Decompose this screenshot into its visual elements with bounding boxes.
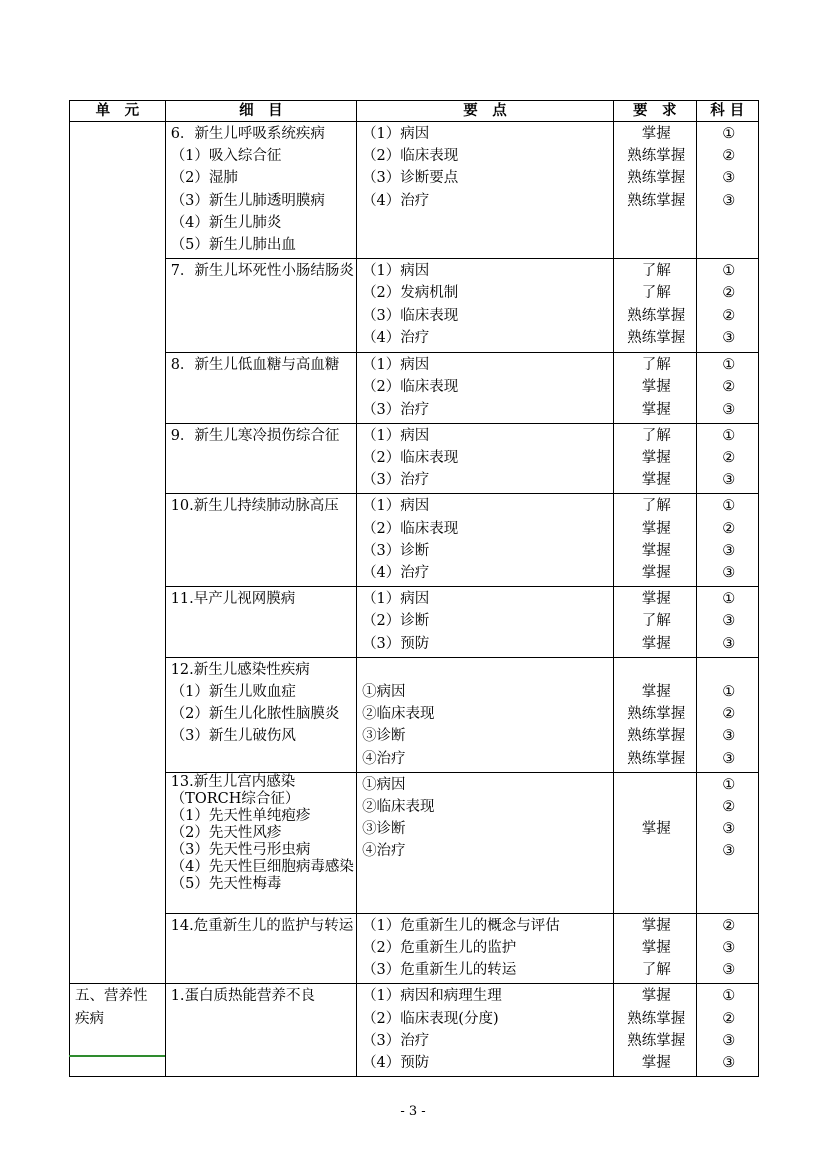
- point-cell: [357, 657, 614, 772]
- detail-cell: [165, 913, 356, 984]
- requirement-line: 掌握: [641, 472, 671, 489]
- subject-line: ③: [722, 329, 736, 346]
- detail-line: （2）湿肺: [170, 170, 238, 187]
- point-line: （2）发病机制: [362, 285, 459, 302]
- subject-line: ②: [722, 148, 736, 165]
- detail-line: （2）先天性风疹: [170, 824, 282, 841]
- syllabus-table: [69, 100, 759, 1077]
- requirement-line: 熟练掌握: [627, 170, 686, 187]
- subject-line: ③: [722, 962, 736, 979]
- subject-line: ①: [722, 498, 736, 515]
- table-row: [70, 423, 759, 494]
- detail-line: 1.蛋白质热能营养不良: [170, 988, 316, 1005]
- point-line: （4）预防: [362, 1055, 430, 1072]
- point-line: ④治疗: [362, 843, 406, 860]
- point-cell: [357, 587, 614, 658]
- subject-line: ①: [722, 357, 736, 374]
- subject-line: ③: [722, 1032, 736, 1049]
- point-cell: [357, 353, 614, 424]
- subject-cell: [696, 772, 758, 913]
- detail-line: 10.新生儿持续肺动脉高压: [170, 498, 339, 515]
- detail-line: （4）先天性巨细胞病毒感染: [170, 858, 354, 875]
- requirement-line: [619, 774, 694, 796]
- table-row: [70, 587, 759, 658]
- unit-cell-empty: [70, 122, 166, 984]
- detail-line: 6．新生儿呼吸系统疾病: [170, 126, 325, 142]
- subject-line: ②: [722, 285, 736, 302]
- point-line: （3）治疗: [362, 401, 430, 418]
- requirement-line: 熟练掌握: [627, 192, 686, 209]
- point-line: ③诊断: [362, 821, 406, 838]
- detail-cell: [165, 494, 356, 587]
- point-line: （1）危重新生儿的概念与评估: [362, 917, 560, 934]
- detail-cell: [165, 587, 356, 658]
- requirement-cell: [613, 587, 696, 658]
- requirement-line: 掌握: [641, 988, 671, 1005]
- header-requirement: 要 求: [613, 101, 696, 122]
- requirement-line: 了解: [641, 613, 671, 630]
- point-cell: [357, 984, 614, 1077]
- subject-line: ③: [722, 542, 736, 559]
- point-cell: [357, 259, 614, 353]
- requirement-line: 熟练掌握: [627, 728, 686, 745]
- point-line: （2）诊断: [362, 613, 430, 630]
- point-line: （3）临床表现: [362, 307, 459, 324]
- requirement-cell: [613, 259, 696, 353]
- detail-line: （1）先天性单纯疱疹: [170, 807, 311, 824]
- requirement-line: 了解: [641, 263, 671, 280]
- requirement-line: 掌握: [641, 401, 671, 418]
- detail-line: 11.早产儿视网膜病: [170, 591, 296, 608]
- requirement-line: 熟练掌握: [627, 706, 686, 723]
- detail-line: （1）新生儿败血症: [170, 684, 296, 701]
- detail-cell: [165, 423, 356, 494]
- requirement-line: [619, 659, 694, 681]
- point-cell: [357, 913, 614, 984]
- point-line: ①病因: [362, 684, 406, 701]
- subject-line: ③: [722, 613, 736, 630]
- subject-line: ②: [722, 379, 736, 396]
- requirement-cell: [613, 913, 696, 984]
- subject-line: ③: [722, 843, 736, 860]
- point-line: （3）诊断: [362, 542, 430, 559]
- requirement-cell: [613, 984, 696, 1077]
- detail-line: 12.新生儿感染性疾病: [170, 661, 310, 678]
- subject-cell: [696, 913, 758, 984]
- requirement-line: 掌握: [641, 126, 671, 142]
- point-line: （2）危重新生儿的监护: [362, 940, 517, 957]
- subject-cell: [696, 259, 758, 353]
- detail-cell: [165, 122, 356, 259]
- subject-cell: [696, 423, 758, 494]
- detail-cell: [165, 984, 356, 1077]
- subject-line: ③: [722, 728, 736, 745]
- requirement-line: 了解: [641, 962, 671, 979]
- subject-line: [702, 659, 756, 681]
- subject-line: ③: [722, 1055, 736, 1072]
- table-body: [70, 122, 759, 1077]
- detail-cell: [165, 259, 356, 353]
- point-line: （1）病因和病理生理: [362, 988, 502, 1005]
- point-line: （2）临床表现: [362, 148, 459, 165]
- point-line: ③诊断: [362, 728, 406, 745]
- point-cell: [357, 423, 614, 494]
- point-line: （3）预防: [362, 635, 430, 652]
- subject-line: ③: [722, 401, 736, 418]
- point-line: （4）治疗: [362, 565, 430, 582]
- subject-line: ③: [722, 472, 736, 489]
- subject-line: ②: [722, 917, 736, 934]
- detail-line: （3）新生儿肺透明膜病: [170, 192, 325, 209]
- requirement-line: [619, 796, 694, 818]
- subject-line: ①: [722, 988, 736, 1005]
- unit-label: 五、营养性疾病: [75, 988, 148, 1027]
- subject-line: ③: [722, 635, 736, 652]
- point-line: （2）临床表现: [362, 520, 459, 537]
- requirement-line: 掌握: [641, 821, 671, 838]
- detail-line: 7．新生儿坏死性小肠结肠炎: [170, 263, 354, 280]
- requirement-line: 掌握: [641, 917, 671, 934]
- subject-line: ③: [722, 170, 736, 187]
- requirement-cell: [613, 423, 696, 494]
- requirement-line: 熟练掌握: [627, 1032, 686, 1049]
- point-line: ②临床表现: [362, 799, 435, 816]
- point-line: （1）病因: [362, 427, 430, 444]
- subject-cell: [696, 494, 758, 587]
- header-unit: 单 元: [70, 101, 166, 122]
- table-row: [70, 494, 759, 587]
- subject-line: ③: [722, 821, 736, 838]
- requirement-line: 熟练掌握: [627, 307, 686, 324]
- point-line: （3）诊断要点: [362, 170, 459, 187]
- detail-line: （3）先天性弓形虫病: [170, 841, 311, 858]
- header-point: 要 点: [357, 101, 614, 122]
- detail-line: 9．新生儿寒冷损伤综合征: [170, 427, 340, 444]
- subject-line: ③: [722, 750, 736, 767]
- requirement-line: 掌握: [641, 1055, 671, 1072]
- point-line: （2）临床表现: [362, 379, 459, 396]
- requirement-line: 熟练掌握: [627, 329, 686, 346]
- point-line: （3）治疗: [362, 1032, 430, 1049]
- page-number: - 3 -: [400, 1104, 426, 1119]
- point-line: （1）病因: [362, 357, 430, 374]
- detail-line: 13.新生儿宫内感染（TORCH综合征）: [170, 773, 300, 807]
- requirement-cell: [613, 494, 696, 587]
- table-row: [70, 353, 759, 424]
- requirement-line: 熟练掌握: [627, 1010, 686, 1027]
- subject-cell: [696, 984, 758, 1077]
- detail-line: （3）新生儿破伤风: [170, 728, 296, 745]
- requirement-cell: [613, 353, 696, 424]
- point-line: [362, 659, 611, 681]
- table-header-row: [70, 101, 759, 122]
- header-detail: 细 目: [165, 101, 356, 122]
- table-row: [70, 984, 759, 1077]
- point-line: （4）治疗: [362, 192, 430, 209]
- subject-cell: [696, 587, 758, 658]
- requirement-line: 了解: [641, 427, 671, 444]
- subject-line: ②: [722, 706, 736, 723]
- requirement-line: 掌握: [641, 450, 671, 467]
- requirement-line: 掌握: [641, 684, 671, 701]
- requirement-line: 掌握: [641, 542, 671, 559]
- requirement-line: 掌握: [641, 940, 671, 957]
- point-line: （1）病因: [362, 591, 430, 608]
- detail-cell: [165, 772, 356, 913]
- detail-line: （5）先天性梅毒: [170, 875, 282, 892]
- detail-line: 14.危重新生儿的监护与转运: [170, 917, 354, 934]
- point-line: （3）治疗: [362, 472, 430, 489]
- point-line: （1）病因: [362, 498, 430, 515]
- requirement-cell: [613, 657, 696, 772]
- point-line: （1）病因: [362, 126, 430, 142]
- requirement-line: 掌握: [641, 379, 671, 396]
- point-line: ①病因: [362, 776, 406, 793]
- detail-cell: [165, 353, 356, 424]
- requirement-line: 掌握: [641, 520, 671, 537]
- subject-line: ③: [722, 192, 736, 209]
- subject-line: ②: [722, 799, 736, 816]
- header-subject: 科 目: [696, 101, 758, 122]
- subject-line: ①: [722, 684, 736, 701]
- point-line: （2）临床表现: [362, 450, 459, 467]
- detail-line: （1）吸入综合征: [170, 148, 282, 165]
- point-line: （4）治疗: [362, 329, 430, 346]
- point-cell: [357, 494, 614, 587]
- requirement-line: 掌握: [641, 565, 671, 582]
- subject-cell: [696, 657, 758, 772]
- subject-line: ②: [722, 1010, 736, 1027]
- requirement-line: 掌握: [641, 635, 671, 652]
- subject-line: ③: [722, 565, 736, 582]
- detail-line: （5）新生儿肺出血: [170, 237, 296, 254]
- point-line: （1）病因: [362, 263, 430, 280]
- requirement-line: 掌握: [641, 591, 671, 608]
- subject-line: ②: [722, 520, 736, 537]
- table-row: [70, 772, 759, 913]
- subject-line: ①: [722, 126, 736, 142]
- point-line: ④治疗: [362, 750, 406, 767]
- unit-cell: [70, 984, 166, 1077]
- point-line: （2）临床表现(分度): [362, 1010, 499, 1027]
- point-line: ②临床表现: [362, 706, 435, 723]
- detail-line: （4）新生儿肺炎: [170, 214, 282, 231]
- subject-line: ②: [722, 307, 736, 324]
- left-margin-green-rule: [69, 1055, 165, 1057]
- subject-line: ②: [722, 450, 736, 467]
- subject-cell: [696, 122, 758, 259]
- table-row: [70, 657, 759, 772]
- subject-line: ①: [722, 427, 736, 444]
- subject-line: ③: [722, 940, 736, 957]
- requirement-line: 了解: [641, 285, 671, 302]
- requirement-cell: [613, 122, 696, 259]
- subject-cell: [696, 353, 758, 424]
- subject-line: ①: [722, 263, 736, 280]
- requirement-line: 熟练掌握: [627, 148, 686, 165]
- table-row: [70, 259, 759, 353]
- table-row: [70, 122, 759, 259]
- subject-line: ①: [722, 776, 736, 793]
- detail-line: （2）新生儿化脓性脑膜炎: [170, 706, 340, 723]
- requirement-line: 了解: [641, 357, 671, 374]
- point-line: （3）危重新生儿的转运: [362, 962, 517, 979]
- table-row: [70, 913, 759, 984]
- requirement-line: 了解: [641, 498, 671, 515]
- requirement-cell: [613, 772, 696, 913]
- point-cell: [357, 122, 614, 259]
- point-cell: [357, 772, 614, 913]
- requirement-line: 熟练掌握: [627, 750, 686, 767]
- detail-cell: [165, 657, 356, 772]
- detail-line: 8．新生儿低血糖与高血糖: [170, 357, 340, 374]
- subject-line: ①: [722, 591, 736, 608]
